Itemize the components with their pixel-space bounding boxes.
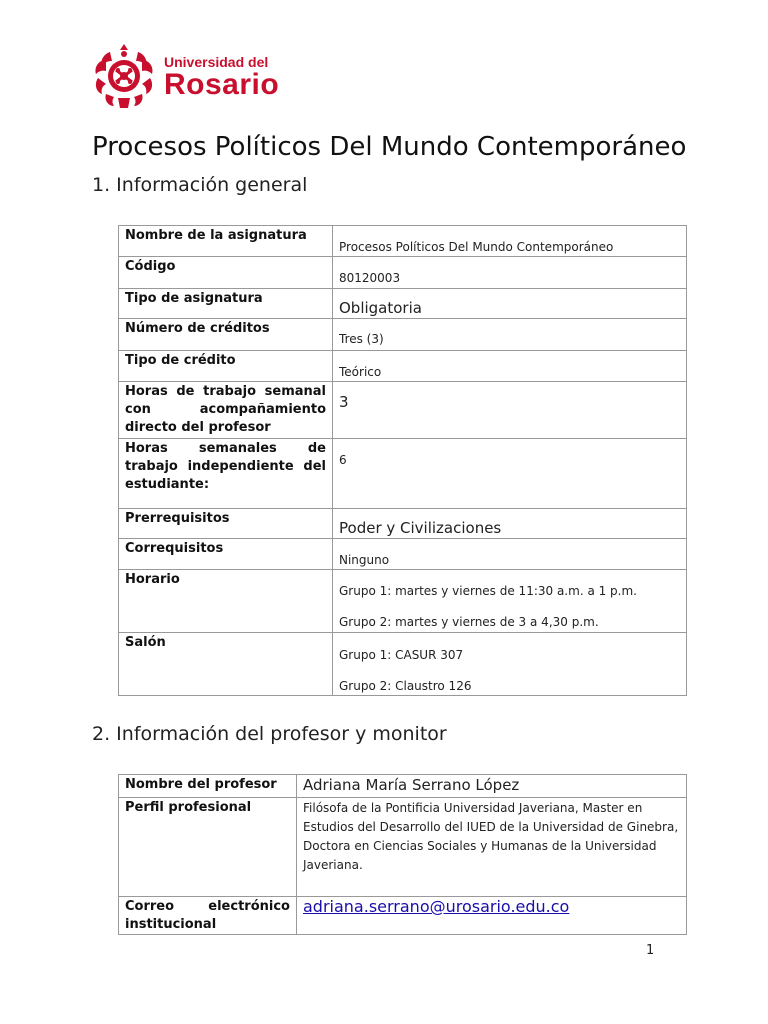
row-value: 80120003 [333,257,687,289]
general-info-table [118,225,687,696]
table-row [119,633,687,696]
horario-grupo2: Grupo 2: martes y viernes de 3 a 4,30 p.m. [339,615,599,629]
row-value: Teórico [333,351,687,382]
row-value: 6 [333,439,687,509]
row-label: Horas semanales de trabajo independiente del estudiante: [119,439,333,509]
row-label: Correquisitos [119,539,333,570]
logo-line2: Rosario [164,68,280,101]
profesor-info-table [118,774,687,935]
logo-text [164,54,279,100]
row-value: Filósofa de la Pontificia Universidad Javeriana, Master en Estudios del Desarrollo del IUED de la Universidad de Ginebra, Doctora en Ciencias Sociales y Humanas de la Universidad Javeriana. [297,798,687,897]
row-label: Salón [119,633,333,696]
email-link[interactable]: adriana.serrano@urosario.edu.co [303,897,570,916]
row-label: Horario [119,570,333,633]
university-logo [92,42,280,110]
table-row [119,319,687,351]
row-label: Tipo de asignatura [119,289,333,319]
row-value [333,633,687,696]
row-label: Tipo de crédito [119,351,333,382]
row-value: Ninguno [333,539,687,570]
table-row [119,775,687,798]
row-label: Nombre de la asignatura [119,226,333,257]
row-label: Prerrequisitos [119,509,333,539]
row-value: 3 [333,382,687,439]
university-crest-icon [92,42,156,110]
row-label: Código [119,257,333,289]
section-heading-general: 1. Información general [92,174,308,196]
row-value: Obligatoria [333,289,687,319]
row-label: Horas de trabajo semanal con acompañamiento directo del profesor [119,382,333,439]
row-value: Poder y Civilizaciones [333,509,687,539]
table-row [119,798,687,897]
row-value [333,570,687,633]
table-row [119,226,687,257]
table-row [119,539,687,570]
page-number: 1 [646,943,655,958]
table-row [119,382,687,439]
table-row [119,897,687,935]
section-heading-profesor: 2. Información del profesor y monitor [92,723,447,745]
row-label: Correo electrónico institucional [119,897,297,935]
salon-grupo1: Grupo 1: CASUR 307 [339,648,464,662]
row-label: Nombre del profesor [119,775,297,798]
row-value: Procesos Políticos Del Mundo Contemporáneo [333,226,687,257]
row-value: Tres (3) [333,319,687,351]
row-value [297,897,687,935]
table-row [119,439,687,509]
page-title: Procesos Políticos Del Mundo Contemporáneo [92,132,687,162]
row-label: Número de créditos [119,319,333,351]
table-row [119,351,687,382]
logo-line1: Universidad del [164,54,269,70]
table-row [119,289,687,319]
horario-grupo1: Grupo 1: martes y viernes de 11:30 a.m. a 1 p.m. [339,584,637,598]
row-label: Perfil profesional [119,798,297,897]
table-row [119,509,687,539]
table-row [119,570,687,633]
salon-grupo2: Grupo 2: Claustro 126 [339,679,472,693]
table-row [119,257,687,289]
row-value: Adriana María Serrano López [297,775,687,798]
